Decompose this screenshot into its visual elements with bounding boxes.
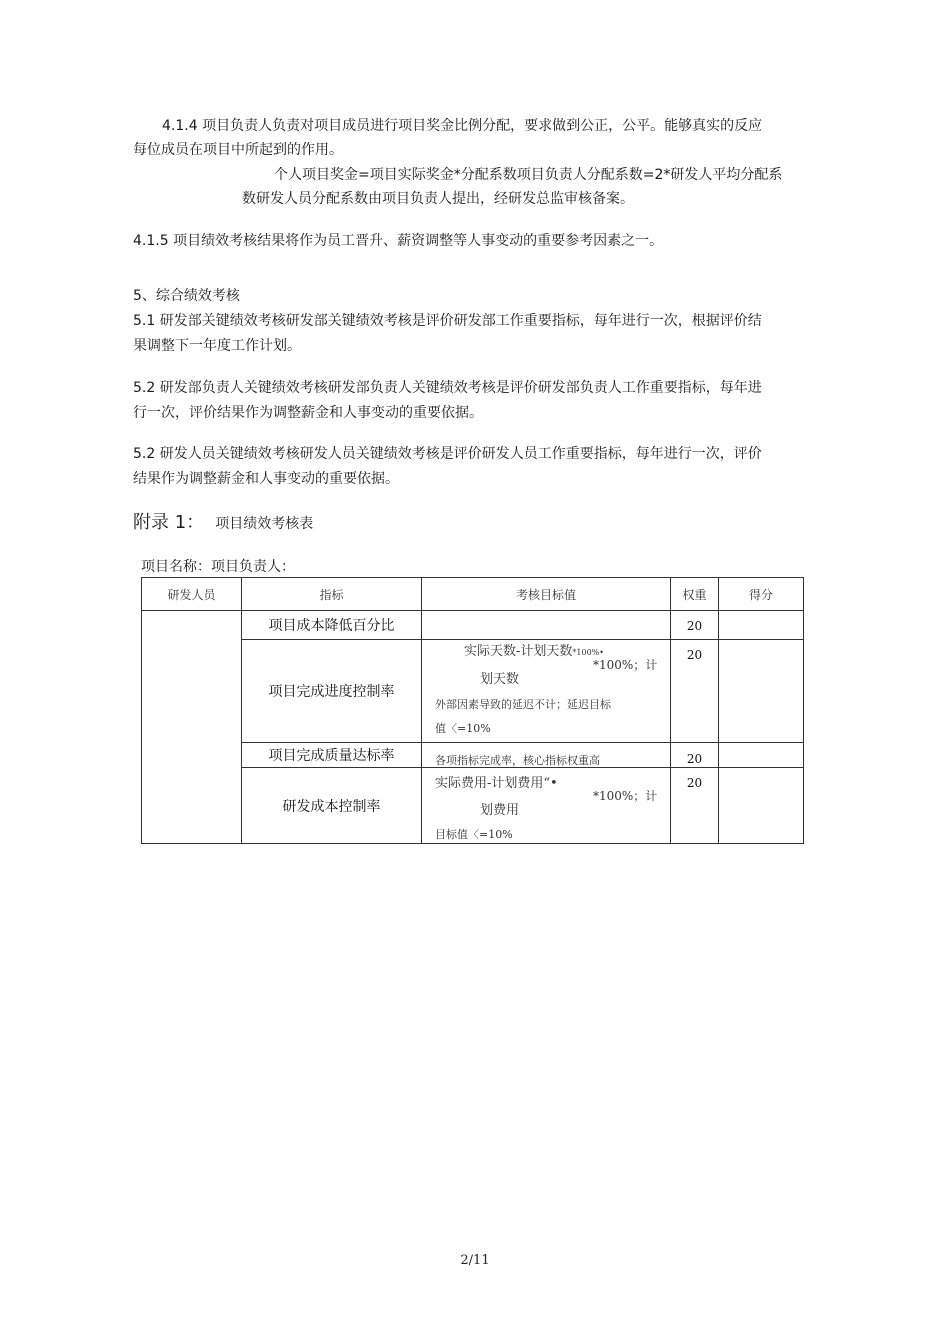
target-cell (422, 743, 671, 768)
weight-cell: 20 (671, 640, 719, 743)
page-number: 2/11 (460, 1253, 490, 1268)
score-cell (719, 768, 804, 844)
target-text (464, 640, 604, 659)
target-formula-numerator: 实际天数-计划天数 (464, 644, 573, 659)
appendix-heading-block (133, 508, 313, 534)
score-cell (719, 611, 804, 640)
paragraph-5-2b-line2: 结果作为调整薪金和人事变动的重要依据。 (133, 471, 399, 487)
paragraph-5-2a-line2: 行一次，评价结果作为调整薪金和人事变动的重要依据。 (133, 405, 483, 421)
indicator-cell: 研发成本控制率 (242, 768, 422, 844)
paragraph-5-2a-line1: 5.2 研发部负责人关键绩效考核研发部负责人关键绩效考核是评价研发部负责人工作重要指标，每年进 (133, 380, 762, 396)
weight-cell: 20 (671, 611, 719, 640)
header-target: 考核目标值 (422, 578, 671, 611)
target-cell (422, 768, 671, 844)
target-formula-sub: *100%• (572, 648, 604, 657)
appendix-heading: 附录 1： (133, 512, 205, 533)
target-formula-denominator: 划天数 (480, 672, 520, 687)
paragraph-5-1-line2: 果调整下一年度工作计划。 (133, 338, 301, 354)
score-cell (719, 640, 804, 743)
target-formula-rate: *100%；计 (593, 789, 658, 803)
table-header-row (142, 578, 804, 611)
target-formula-rate: *100%；计 (593, 658, 658, 672)
indicator-cell: 项目成本降低百分比 (242, 611, 422, 640)
weight-cell: 20 (671, 768, 719, 844)
table-row (142, 768, 804, 844)
target-formula-numerator: 实际费用-计划费用“• (435, 776, 558, 791)
table-row (142, 743, 804, 768)
paragraph-4-1-4-line2: 每位成员在项目中所起到的作用。 (133, 142, 343, 158)
formula-line1: 个人项目奖金=项目实际奖金*分配系数项目负责人分配系数=2*研发人平均分配系 (274, 167, 783, 183)
formula-line2: 数研发人员分配系数由项目负责人提出，经研发总监审核备案。 (242, 191, 634, 207)
paragraph-4-1-5: 4.1.5 项目绩效考核结果将作为员工晋升、薪资调整等人事变动的重要参考因素之一。 (133, 233, 664, 249)
table-row (142, 611, 804, 640)
indicator-cell: 项目完成进度控制率 (242, 640, 422, 743)
header-weight: 权重 (671, 578, 719, 611)
indicator-cell: 项目完成质量达标率 (242, 743, 422, 768)
paragraph-5-2b-line1: 5.2 研发人员关键绩效考核研发人员关键绩效考核是评价研发人员工作重要指标，每年进行一次，评价 (133, 446, 762, 462)
header-score: 得分 (719, 578, 804, 611)
target-formula-denominator: 划费用 (480, 803, 520, 818)
target-cell (422, 611, 671, 640)
target-limit: 值〈=10% (435, 722, 491, 735)
target-cell (422, 640, 671, 743)
paragraph-5-1-line1: 5.1 研发部关键绩效考核研发部关键绩效考核是评价研发部工作重要指标，每年进行一次，根据评价结 (133, 313, 762, 329)
appendix-subtitle: 项目绩效考核表 (215, 516, 314, 532)
evaluation-table (141, 577, 804, 844)
target-note: 外部因素导致的延迟不计；延迟目标 (435, 698, 611, 711)
table-row (142, 640, 804, 743)
paragraph-4-1-4-line1: 4.1.4 项目负责人负责对项目成员进行项目奖金比例分配，要求做到公正，公平。能够真实的反应 (162, 118, 763, 134)
target-limit: 目标值〈=10% (435, 828, 513, 841)
weight-cell: 20 (671, 743, 719, 768)
score-cell (719, 743, 804, 768)
header-staff: 研发人员 (142, 578, 242, 611)
section-5-title: 5、综合绩效考核 (133, 288, 240, 304)
header-indicator: 指标 (242, 578, 422, 611)
project-meta: 项目名称：项目负责人： (141, 559, 295, 575)
target-text: 各项指标完成率，核心指标权重高 (435, 754, 600, 767)
staff-cell (142, 611, 242, 844)
